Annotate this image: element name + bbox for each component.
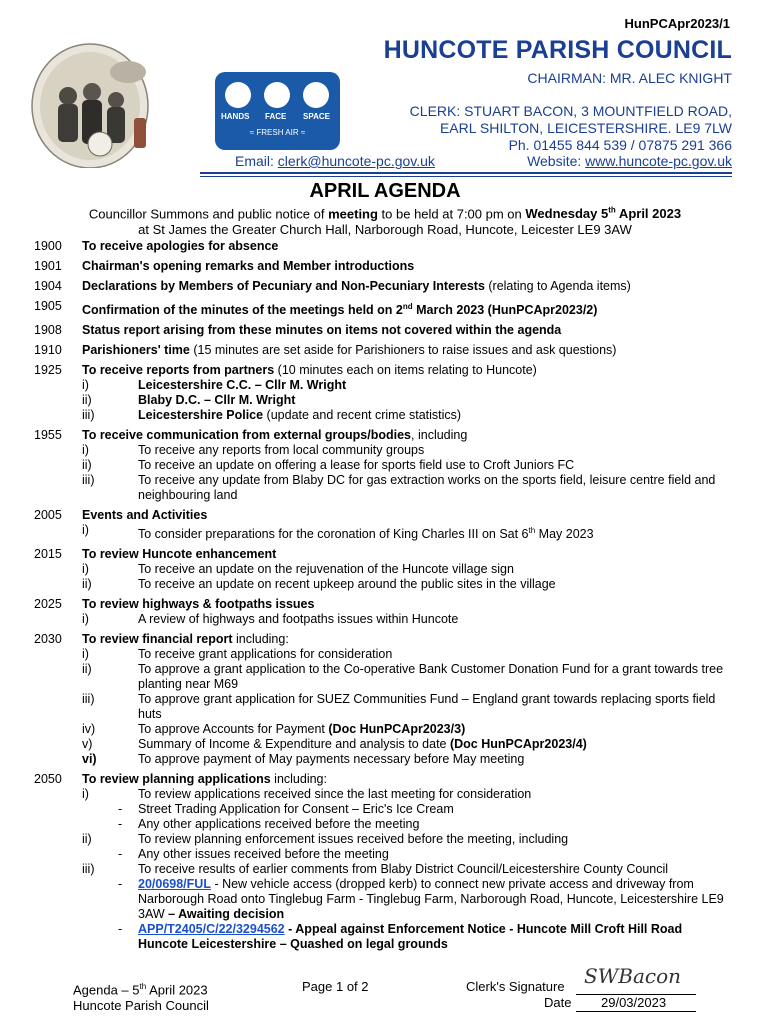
- agenda-items: [34, 239, 734, 957]
- meeting-venue: at St James the Greater Church Hall, Narborough Road, Huncote, Leicester LE9 3AW: [138, 222, 632, 237]
- agenda-item-1908: 1908 Status report arising from these minutes on items not covered within the agenda: [34, 323, 562, 338]
- meeting-notice: Councillor Summons and public notice of meeting to be held at 7:00 pm on Wednesday 5th April 2023: [88, 206, 682, 222]
- badge-fresh-air-label: FRESH AIR: [256, 128, 299, 137]
- sub-item: ii) To approve a grant application to the Co-operative Bank Customer Donation Fund for a grant towards tree planting near M69: [82, 662, 724, 692]
- agenda-item-1910: 1910 Parishioners' time (15 minutes are set aside for Parishioners to raise issues and ask questions): [34, 343, 617, 358]
- agenda-item-1925: 1925 To receive reports from partners (10 minutes each on items relating to Huncote) i) Leicestershire C.C. – Cllr M. Wright ii) Blaby D.C. – Cllr M. Wright iii) Leicestershire Police (update and recent crime statistics): [34, 363, 734, 423]
- sub-item: ii) To receive an update on recent upkeep around the public sites in the village: [82, 577, 556, 592]
- date-line: [576, 1011, 696, 1012]
- clerk-signature: SWBacon: [584, 964, 682, 988]
- dash-item: - Street Trading Application for Consent – Eric's Ice Cream: [118, 802, 454, 817]
- agenda-title: APRIL AGENDA: [309, 180, 461, 202]
- dash-item: - Any other applications received before the meeting: [118, 817, 420, 832]
- hands-icon: [225, 82, 251, 108]
- council-name: HUNCOTE PARISH COUNCIL: [383, 36, 732, 64]
- agenda-item-1904: 1904 Declarations by Members of Pecuniary and Non-Pecuniary Interests (relating to Agenda items): [34, 279, 631, 293]
- fresh-air-icon: ≈: [249, 128, 257, 137]
- sub-item: i) To receive any reports from local community groups: [82, 443, 425, 458]
- agenda-item-2030: 2030 To review financial report including: i) To receive grant applications for consideration ii) To approve a grant application to the Co-operative Bank Customer Donation Fund for a grant towards tree planting near M69 iii) To approve grant application for SUEZ Communities Fund – England grant towards replacing sports field huts iv) To approve Accounts for Payment (Doc HunPCApr2023/3) v) Summary of Income & Expenditure and analysis to date (Doc HunPCApr2023/4) vi) To approve payment of May payments necessary before May meeting: [34, 632, 734, 767]
- reference-number: HunPCApr2023/1: [624, 16, 730, 31]
- sub-item: i) To consider preparations for the coronation of King Charles III on Sat 6th May 2023: [82, 523, 594, 542]
- badge-space-label: SPACE: [303, 112, 330, 121]
- clerk-signature-label: Clerk's Signature: [466, 979, 565, 994]
- header-divider: [200, 172, 732, 174]
- space-icon: [303, 82, 329, 108]
- dash-item: - APP/T2405/C/22/3294562 - Appeal against Enforcement Notice - Huncote Mill Croft Hill Road Huncote Leicestershire – Quashed on legal grounds: [118, 922, 683, 952]
- hands-face-space-badge: HANDS FACE SPACE ≈ FRESH AIR ≈: [215, 72, 340, 150]
- footer-org: Huncote Parish Council: [73, 998, 209, 1014]
- sub-item: iii) Leicestershire Police (update and recent crime statistics): [82, 408, 462, 423]
- agenda-item-2050: 2050 To review planning applications including: i) To review applications received since the last meeting for consideration - Street Trading Application for Consent – Eric's Ice Cream - Any other applications received before the meeting ii) To review planning enforcement issues received before the meeting, including - Any other issues received before the meeting iii) To receive results of earlier comments from Blaby District Council/Leicestershire County Council - 20/0698/FUL - New vehicle access (dropped kerb) to connect new private access and driveway from Narborough Road onto Tinglebug Farm - Tinglebug Farm, Narborough Road, Huncote, Leicestershire LE9 3AW – Awaiting decision - APP/T2405/C/22/3294562 - Appeal against Enforcement Notice - Huncote Mill Croft Hill Road Huncote Leicestershire – Quashed on legal grounds: [34, 772, 734, 952]
- dash-item: - Any other issues received before the meeting: [118, 847, 389, 862]
- agenda-item-2015: 2015 To review Huncote enhancement i) To receive an update on the rejuvenation of the Huncote village sign ii) To receive an update on recent upkeep around the public sites in the village: [34, 547, 734, 592]
- chairman-line: CHAIRMAN: MR. ALEC KNIGHT: [527, 70, 732, 86]
- sub-item: i) Leicestershire C.C. – Cllr M. Wright: [82, 378, 347, 393]
- face-icon: [264, 82, 290, 108]
- planning-link-20-0698-ful[interactable]: 20/0698/FUL: [138, 877, 211, 892]
- planning-link-appeal[interactable]: APP/T2405/C/22/3294562: [138, 922, 285, 937]
- dash-item: - 20/0698/FUL - New vehicle access (dropped kerb) to connect new private access and driveway from Narborough Road onto Tinglebug Farm - Tinglebug Farm, Narborough Road, Huncote, Leicestershire LE9 3AW – Awaiting decision: [118, 877, 724, 922]
- sub-item: v) Summary of Income & Expenditure and analysis to date (Doc HunPCApr2023/4): [82, 737, 587, 752]
- phone-line: Ph. 01455 844 539 / 07875 291 366: [508, 137, 732, 153]
- date-label: Date: [544, 995, 572, 1010]
- agenda-item-1900: 1900 To receive apologies for absence: [34, 239, 279, 253]
- agenda-item-1955: 1955 To receive communication from external groups/bodies, including i) To receive any reports from local community groups ii) To receive an update on offering a lease for sports field use to Croft Juniors FC iii) To receive any update from Blaby DC for gas extraction works on the sports field, leisure centre field and neighbouring land: [34, 428, 734, 503]
- sub-item: vi) To approve payment of May payments necessary before May meeting: [82, 752, 525, 767]
- page-number: Page 1 of 2: [302, 979, 369, 994]
- signature-date: 29/03/2023: [601, 995, 667, 1010]
- clerk-address-line1: CLERK: STUART BACON, 3 MOUNTFIELD ROAD,: [409, 103, 732, 119]
- header-divider-thin: [200, 176, 732, 177]
- clerk-address-line2: EARL SHILTON, LEICESTERSHIRE. LE9 7LW: [439, 120, 732, 136]
- footer-agenda-date: Agenda – 5th April 2023 Huncote Parish Council: [73, 982, 209, 1014]
- badge-hands-label: HANDS: [221, 112, 250, 121]
- sub-item: iii) To receive any update from Blaby DC for gas extraction works on the sports field, leisure centre field and neighbouring land: [82, 473, 716, 503]
- sub-item: iii) To approve grant application for SUEZ Communities Fund – England grant towards replacing sports field huts: [82, 692, 716, 722]
- website-line: Website: www.huncote-pc.gov.uk: [527, 153, 732, 169]
- website-link[interactable]: www.huncote-pc.gov.uk: [585, 153, 732, 169]
- sub-item: i) To receive grant applications for consideration: [82, 647, 393, 662]
- sub-item: i) To receive an update on the rejuvenation of the Huncote village sign: [82, 562, 514, 577]
- email-link[interactable]: clerk@huncote-pc.gov.uk: [277, 153, 435, 169]
- agenda-item-1901: 1901 Chairman's opening remarks and Member introductions: [34, 259, 415, 273]
- agenda-item-1905: 1905 Confirmation of the minutes of the meetings held on 2nd March 2023 (HunPCApr2023/2): [34, 299, 598, 318]
- sub-item: ii) Blaby D.C. – Cllr M. Wright: [82, 393, 296, 408]
- sub-item: iv) To approve Accounts for Payment (Doc HunPCApr2023/3): [82, 722, 466, 737]
- sub-item: iii) To receive results of earlier comments from Blaby District Council/Leicestershire County Council: [82, 862, 669, 877]
- agenda-item-2005: 2005 Events and Activities i) To consider preparations for the coronation of King Charles III on Sat 6th May 2023: [34, 508, 734, 542]
- badge-face-label: FACE: [265, 112, 287, 121]
- sub-item: ii) To review planning enforcement issues received before the meeting, including: [82, 832, 569, 847]
- sub-item: i) A review of highways and footpaths issues within Huncote: [82, 612, 459, 627]
- sub-item: i) To review applications received since the last meeting for consideration: [82, 787, 532, 802]
- sub-item: ii) To receive an update on offering a lease for sports field use to Croft Juniors FC: [82, 458, 575, 473]
- council-logo-image: [30, 38, 200, 168]
- email-line: Email: clerk@huncote-pc.gov.uk: [235, 153, 435, 169]
- agenda-item-2025: 2025 To review highways & footpaths issues i) A review of highways and footpaths issues within Huncote: [34, 597, 734, 627]
